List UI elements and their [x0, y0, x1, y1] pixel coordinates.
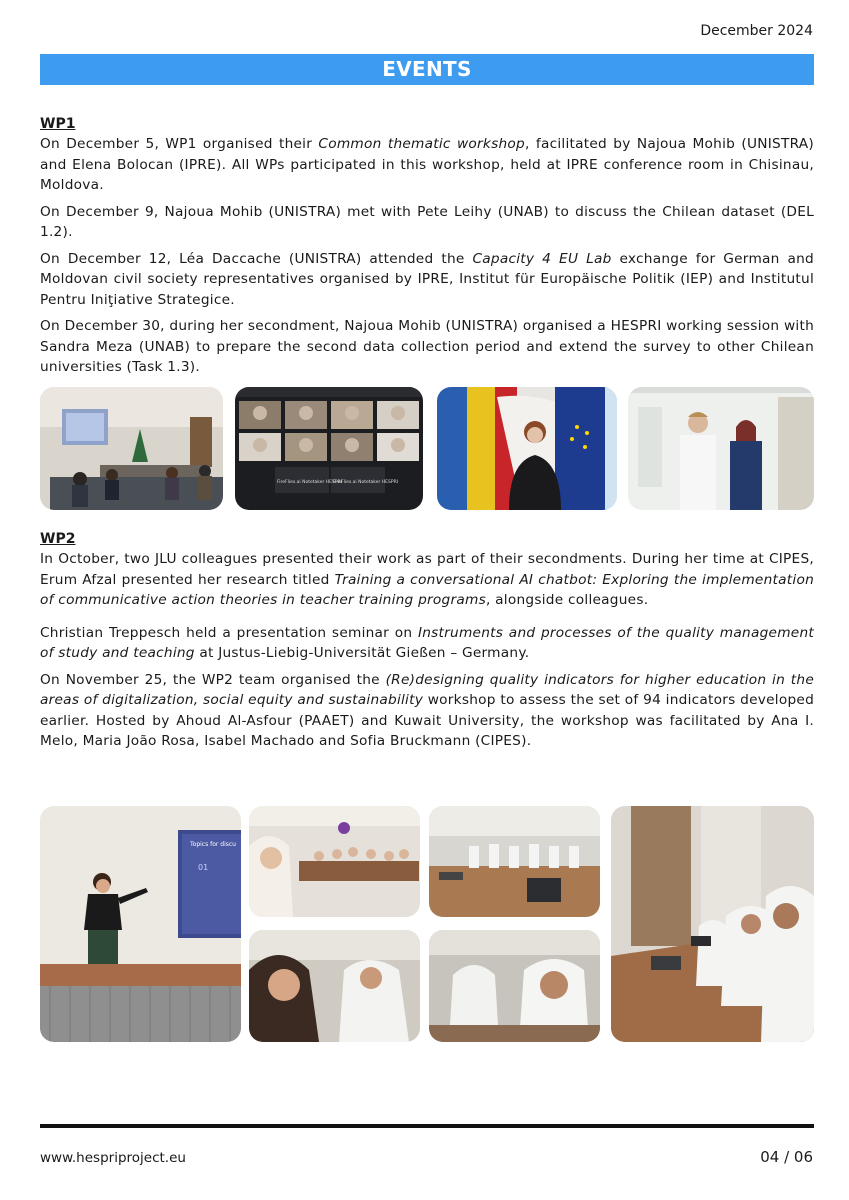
video-tile-label-1: FireFlies.ai Notetaker HESPRI: [277, 480, 343, 485]
photo-delegates-table: [611, 806, 814, 1042]
photo-flags: [437, 387, 617, 510]
events-banner: EVENTS: [40, 54, 814, 85]
page-number: 04 / 06: [760, 1148, 813, 1166]
wp1-heading: WP1: [40, 116, 76, 132]
wp1-paragraph-4: On December 30, during her secondment, Najoua Mohib (UNISTRA) organised a HESPRI working session with Sandra Meza (UNAB) to prepare the second data collection period and extend the survey to other Chilean universities (Task 1.3).: [40, 318, 814, 375]
wp2-paragraph-3: On November 25, the WP2 team organised the (Re)designing quality indicators for higher education in the areas of digitalization, social equity and sustainability workshop to assess the set of 94 indicators developed earlier. Hosted by Ahoud Al-Asfour (PAAET) and Kuwait University, the workshop was facilitated by Ana I. Melo, Maria João Rosa, Isabel Machado and Sofia Bruckmann (CIPES).: [40, 671, 815, 749]
footer-website-link[interactable]: www.hespriproject.eu: [40, 1150, 186, 1166]
wp2-section: [40, 529, 814, 758]
photo-presenter: [40, 806, 241, 1042]
footer-divider: [40, 1124, 814, 1128]
wp1-paragraph-3: On December 12, Léa Daccache (UNISTRA) attended the Capacity 4 EU Lab exchange for German and Moldovan civil society representatives organised by IPRE, Institut für Europäische Politik (IEP) and Institutul Pentru Iniţiative Strategice.: [40, 250, 814, 308]
photo-participant-man: [429, 930, 600, 1042]
slide-number: 01: [198, 863, 209, 872]
photo-two-colleagues: [628, 387, 814, 510]
photo-video-call: [235, 387, 423, 510]
photo-group-selfie: [249, 806, 420, 917]
photo-workshop-table: [429, 806, 600, 917]
video-tile-label-2: FireFlies.ai Notetaker HESPRI: [333, 480, 399, 485]
wp2-paragraph-2: Christian Treppesch held a presentation seminar on Instruments and processes of the quality management of study and teaching at Justus-Liebig-Universität Gießen – Germany.: [40, 624, 814, 661]
wp2-paragraph-1: In October, two JLU colleagues presented their work as part of their secondments. During her time at CIPES, Erum Afzal presented her research titled Training a conversational AI chatbot: Exploring the implementation of communicative action theories in teacher training programs, alongside colleagues.: [40, 551, 815, 608]
photo-participant-woman: [249, 930, 420, 1042]
wp1-section: [40, 114, 814, 384]
wp1-paragraph-2: On December 9, Najoua Mohib (UNISTRA) met with Pete Leihy (UNAB) to discuss the Chilean dataset (DEL 1.2).: [40, 203, 814, 240]
photo-conference-room: [40, 387, 223, 510]
issue-date: December 2024: [700, 23, 813, 39]
wp2-heading: WP2: [40, 531, 76, 547]
wp1-paragraph-1: On December 5, WP1 organised their Common thematic workshop, facilitated by Najoua Mohib (UNISTRA) and Elena Bolocan (IPRE). All WPs participated in this workshop, held at IPRE conference room in Chisinau, Moldova.: [40, 136, 814, 193]
slide-title: Topics for discu: [190, 841, 236, 848]
